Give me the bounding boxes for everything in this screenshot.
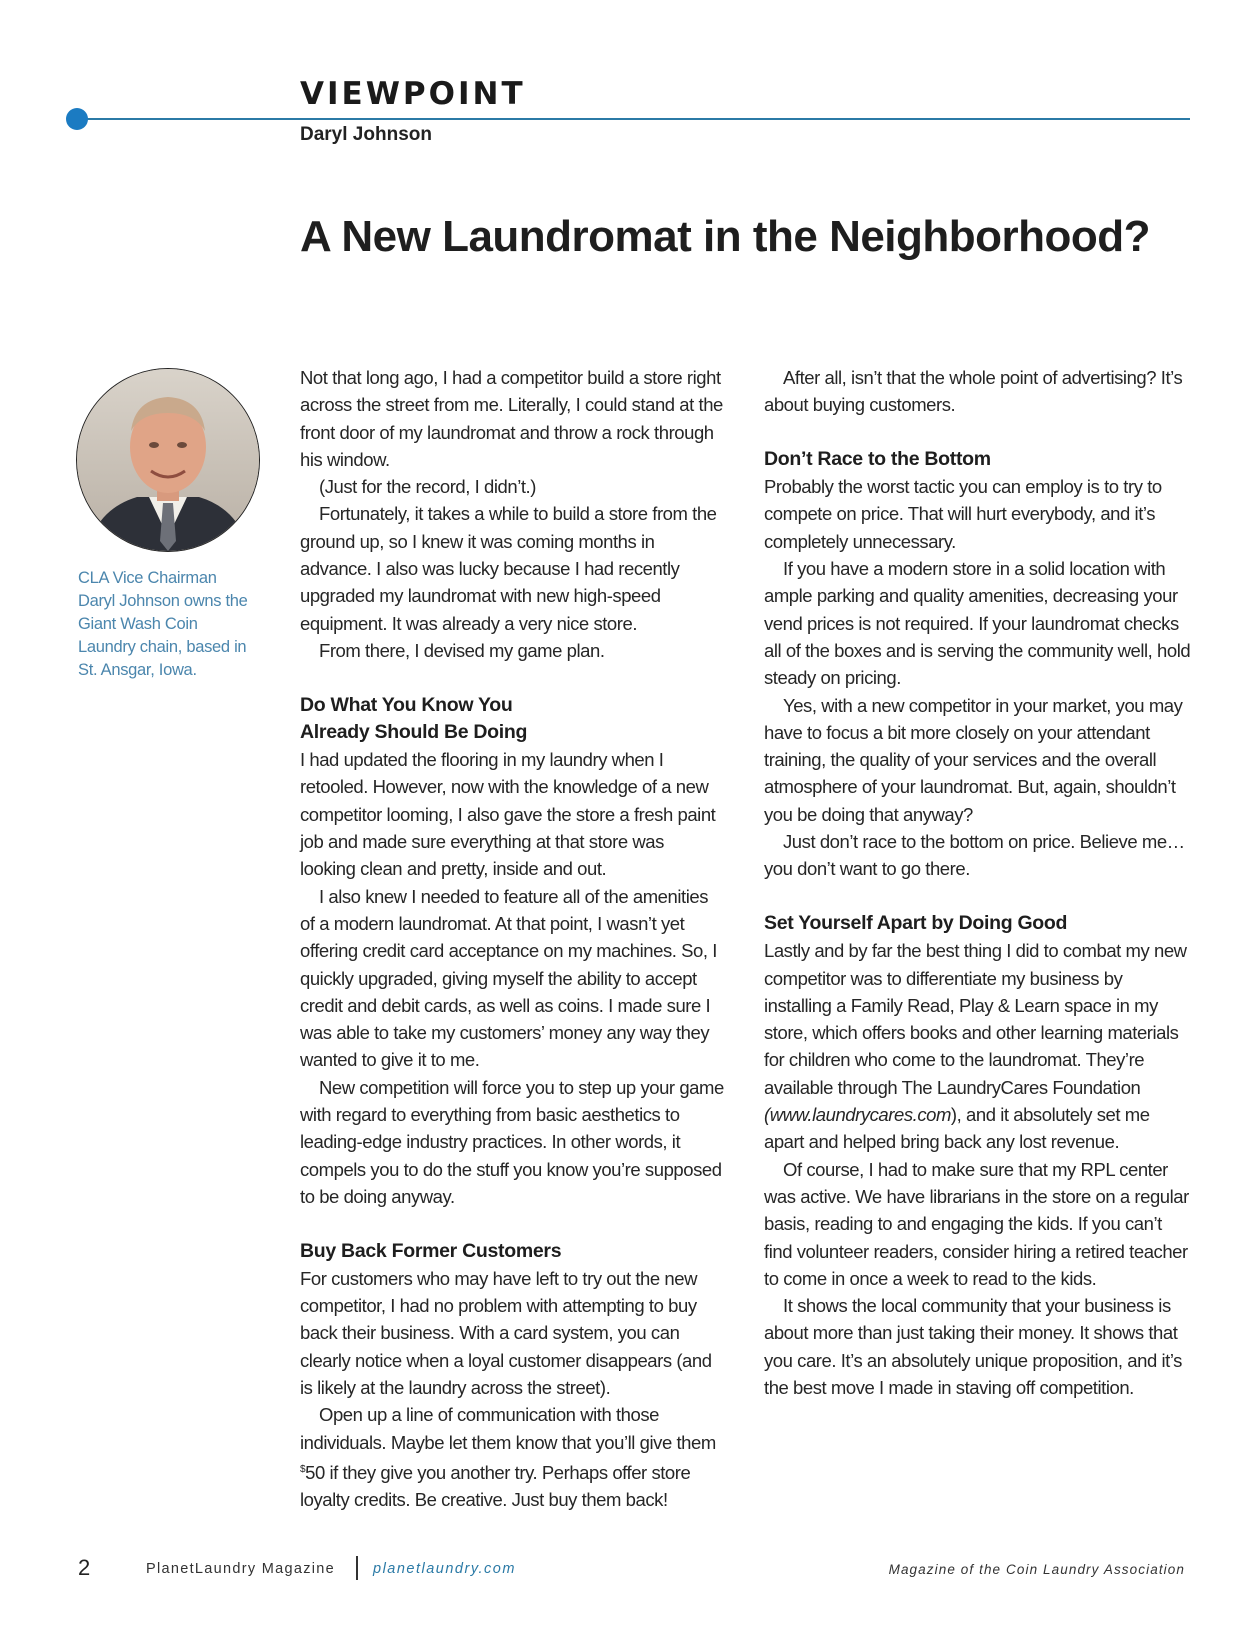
subheading: Don’t Race to the Bottom (764, 447, 991, 470)
subheading-line: Do What You Know You (300, 693, 513, 716)
paragraph: (Just for the record, I didn’t.) (319, 476, 536, 498)
text-run: 50 if they give you another try. Perhaps offer store loyalty credits. Be creative. Just buy them back! (300, 1461, 691, 1511)
author-photo (76, 368, 260, 552)
header-rule-dot (66, 108, 88, 130)
article-column-right (764, 364, 1192, 1401)
laundrycares-link[interactable]: (www.laundrycares.com (764, 1104, 951, 1126)
paragraph: Of course, I had to make sure that my RPL center was active. We have librarians in the store on a regular basis, reading to and engaging the kids. If you can’t find volunteer readers, consider hiring a retired teacher to come in once a week to read to the kids. (764, 1158, 1189, 1289)
paragraph: Fortunately, it takes a while to build a store from the ground up, so I knew it was coming months in advance. I also was lucky because I had recently upgraded my laundromat with new high-speed equipment. It was already a very nice store. (300, 503, 717, 634)
paragraph: After all, isn’t that the whole point of advertising? It’s about buying customers. (764, 367, 1183, 416)
paragraph: I had updated the flooring in my laundry when I retooled. However, now with the knowledge of a new competitor looming, I also gave the store a fresh paint job and made sure everything at that store was looking clean and pretty, inside and out. (300, 749, 716, 880)
header-rule (76, 118, 1190, 120)
dollar-sign: $ (300, 1463, 306, 1475)
paragraph: Not that long ago, I had a competitor build a store right across the street from me. Literally, I could stand at the front door of my laundromat and throw a rock through his window. (300, 367, 723, 470)
page-number: 2 (78, 1555, 91, 1580)
paragraph: For customers who may have left to try out the new competitor, I had no problem with attempting to buy back their business. With a card system, you can clearly notice when a loyal customer disappears (and is likely at the laundry across the street). (300, 1267, 712, 1398)
paragraph: If you have a modern store in a solid location with ample parking and quality amenities, decreasing your vend prices is not required. If your laundromat checks all of the boxes and is serving the community well, hold steady on pricing. (764, 558, 1191, 689)
subheading (300, 692, 724, 747)
footer-url-link[interactable]: planetlaundry.com (373, 1561, 516, 1577)
paragraph: From there, I devised my game plan. (319, 639, 605, 661)
subheading: Buy Back Former Customers (300, 1239, 562, 1262)
paragraph: New competition will force you to step up your game with regard to everything from basic aesthetics to leading-edge industry practices. In other words, it compels you to do the stuff you know you’re supposed to be doing anyway. (300, 1076, 724, 1207)
paragraph: Probably the worst tactic you can employ is to try to compete on price. That will hurt everybody, and it’s completely unnecessary. (764, 476, 1162, 552)
author-caption: CLA Vice Chairman Daryl Johnson owns the Giant Wash Coin Laundry chain, based in St. Ansgar, Iowa. (78, 569, 248, 679)
text-run: Lastly and by far the best thing I did to combat my new competitor was to differentiate my business by installing a Family Read, Play & Learn space in my store, which offers books and other learning materials for children who come to the laundromat. They’re available through The LaundryCares Foundation (764, 940, 1187, 1098)
association-tagline: Magazine of the Coin Laundry Association (888, 1562, 1185, 1577)
author-byline: Daryl Johnson (300, 124, 432, 145)
page-footer (0, 1555, 1257, 1585)
text-run: Open up a line of communication with those individuals. Maybe let them know that you’ll give them (300, 1404, 716, 1453)
paragraph: Yes, with a new competitor in your market, you may have to focus a bit more closely on your attendant training, the quality of your services and the overall atmosphere of your laundromat. But, again, shouldn’t you be doing that anyway? (764, 694, 1183, 825)
article-column-left (300, 364, 724, 1513)
paragraph: It shows the local community that your business is about more than just taking their money. It shows that you care. It’s an absolutely unique proposition, and it’s the best move I made in staving off competition. (764, 1295, 1182, 1398)
article-title: A New Laundromat in the Neighborhood? (300, 212, 1151, 261)
section-label: VIEWPOINT (300, 76, 526, 112)
footer-divider (356, 1556, 358, 1580)
paragraph (300, 1401, 724, 1513)
paragraph: Just don’t race to the bottom on price. Believe me… you don’t want to go there. (764, 831, 1185, 880)
text-run: ), and it absolutely set me apart and helped bring back any lost revenue. (764, 1104, 1150, 1153)
paragraph: I also knew I needed to feature all of the amenities of a modern laundromat. At that point, I wasn’t yet offering credit card acceptance on my machines. So, I quickly upgraded, giving myself the ability to accept credit and debit cards, as well as coins. I made sure I was able to take my customers’ money any way they wanted to give it to me. (300, 885, 717, 1071)
subheading-line: Already Should Be Doing (300, 720, 528, 743)
paragraph (764, 937, 1192, 1155)
subheading: Set Yourself Apart by Doing Good (764, 911, 1068, 934)
magazine-name: PlanetLaundry Magazine (146, 1561, 336, 1577)
